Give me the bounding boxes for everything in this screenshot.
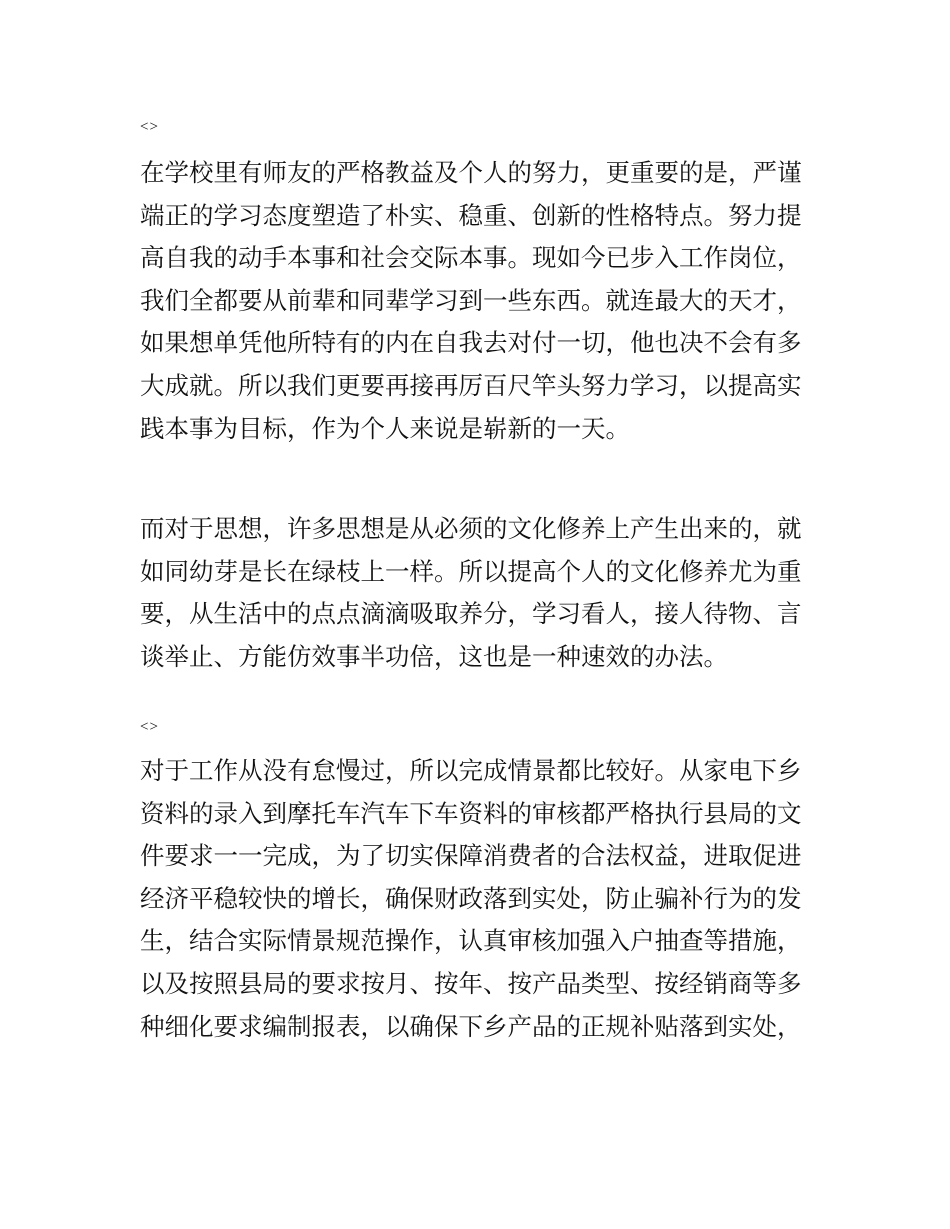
text-line: 践本事为目标，作为个人来说是崭新的一天。 bbox=[140, 413, 630, 443]
text-line: 大成就。所以我们更要再接再厉百尺竿头努力学习，以提高实 bbox=[140, 370, 802, 400]
text-line: 端正的学习态度塑造了朴实、稳重、创新的性格特点。努力提 bbox=[140, 200, 802, 230]
text-line: 而对于思想，许多思想是从必须的文化修养上产生出来的，就 bbox=[140, 514, 802, 543]
section-marker: <> bbox=[140, 119, 159, 135]
text-line: 种细化要求编制报表，以确保下乡产品的正规补贴落到实处， bbox=[140, 1011, 802, 1041]
text-line: 谈举止、方能仿效事半功倍，这也是一种速效的办法。 bbox=[140, 641, 728, 671]
section-marker: <> bbox=[140, 719, 159, 735]
text-line: 件要求一一完成，为了切实保障消费者的合法权益，进取促进 bbox=[140, 841, 802, 871]
text-line: 生，结合实际情景规范操作，认真审核加强入户抽查等措施， bbox=[140, 926, 802, 956]
text-line: 以及按照县局的要求按月、按年、按产品类型、按经销商等多 bbox=[140, 968, 802, 998]
text-line: 要，从生活中的点点滴滴吸取养分，学习看人，接人待物、言 bbox=[140, 599, 802, 629]
paragraph-work bbox=[140, 750, 820, 1048]
text-line: 经济平稳较快的增长，确保财政落到实处，防止骗补行为的发 bbox=[140, 883, 802, 913]
paragraph-study bbox=[140, 152, 820, 450]
text-line: 如果想单凭他所特有的内在自我去对付一切，他也决不会有多 bbox=[140, 328, 802, 358]
text-line: 高自我的动手本事和社会交际本事。现如今已步入工作岗位， bbox=[140, 243, 802, 273]
text-line: 在学校里有师友的严格教益及个人的努力，更重要的是，严谨 bbox=[140, 158, 802, 187]
paragraph-thought bbox=[140, 508, 820, 678]
text-line: 我们全都要从前辈和同辈学习到一些东西。就连最大的天才， bbox=[140, 285, 802, 315]
text-line: 资料的录入到摩托车汽车下车资料的审核都严格执行县局的文 bbox=[140, 798, 802, 828]
text-line: 对于工作从没有怠慢过，所以完成情景都比较好。从家电下乡 bbox=[140, 756, 802, 785]
text-line: 如同幼芽是长在绿枝上一样。所以提高个人的文化修养尤为重 bbox=[140, 556, 802, 586]
